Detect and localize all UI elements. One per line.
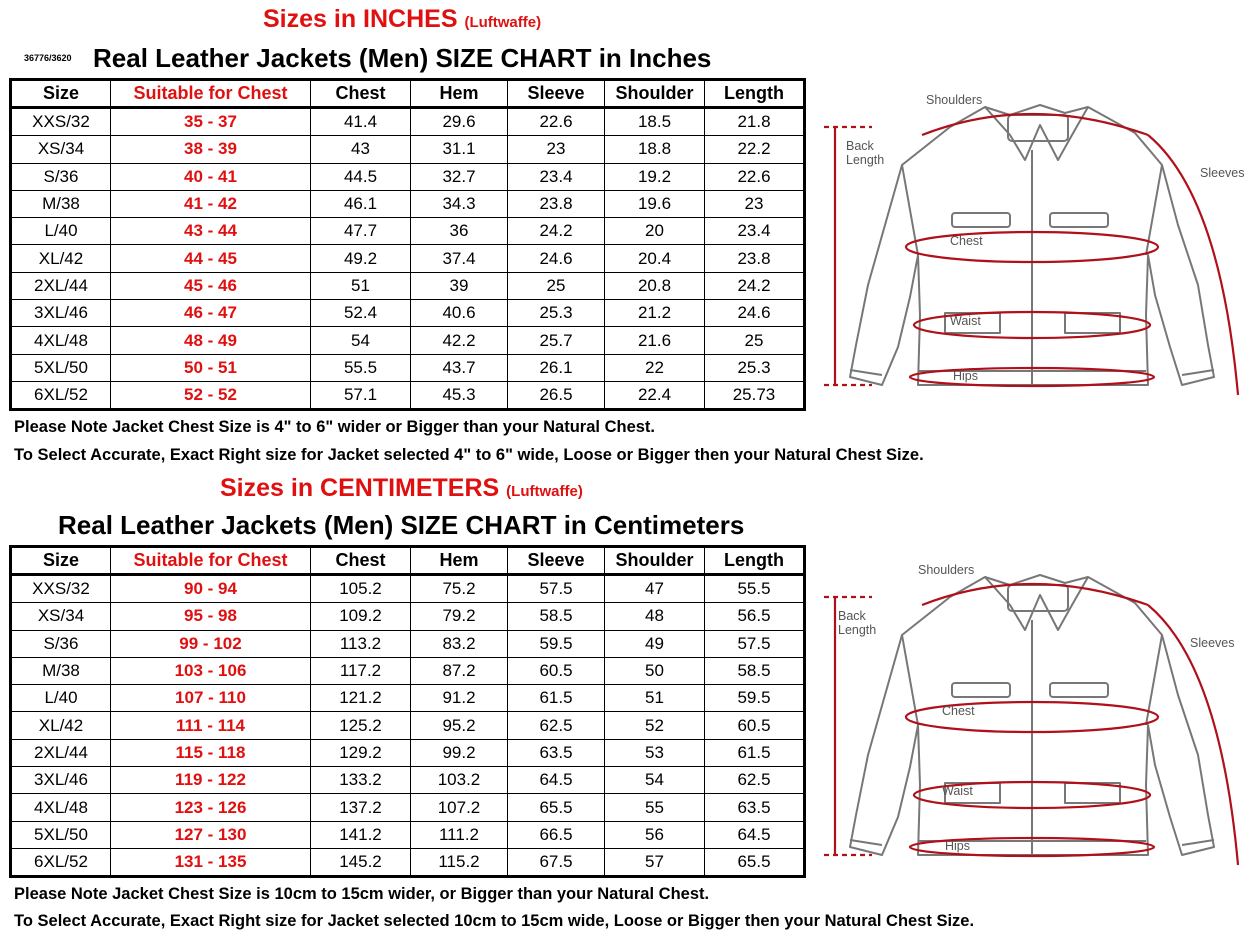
cell-suitable-chest: 99 - 102 <box>111 630 311 657</box>
cell-suitable-chest: 103 - 106 <box>111 657 311 684</box>
table-row <box>11 300 805 327</box>
header-suitable-chest: Suitable for Chest <box>111 547 311 575</box>
inches-title: Real Leather Jackets (Men) SIZE CHART in Inches <box>93 43 712 73</box>
label-shoulders: Shoulders <box>926 93 983 107</box>
cell-hem: 29.6 <box>411 108 508 136</box>
header-hem: Hem <box>411 80 508 108</box>
cell-shoulder: 19.6 <box>605 190 705 217</box>
cell-shoulder: 22.4 <box>605 381 705 409</box>
cell-chest: 54 <box>311 327 411 354</box>
cell-length: 24.6 <box>705 300 805 327</box>
cell-length: 25 <box>705 327 805 354</box>
cell-size: 3XL/46 <box>11 300 111 327</box>
cell-length: 22.2 <box>705 136 805 163</box>
label-sleeves: Sleeves <box>1200 166 1245 180</box>
cell-length: 60.5 <box>705 712 805 739</box>
cell-size: L/40 <box>11 218 111 245</box>
cell-suitable-chest: 111 - 114 <box>111 712 311 739</box>
cell-hem: 99.2 <box>411 739 508 766</box>
product-code: 36776/3620 <box>24 53 72 63</box>
cell-chest: 117.2 <box>311 657 411 684</box>
cell-length: 63.5 <box>705 794 805 821</box>
cell-sleeve: 66.5 <box>508 821 605 848</box>
cell-size: 6XL/52 <box>11 381 111 409</box>
cell-length: 23 <box>705 190 805 217</box>
cell-suitable-chest: 90 - 94 <box>111 575 311 603</box>
cell-sleeve: 24.2 <box>508 218 605 245</box>
label-waist: Waist <box>950 314 981 328</box>
cell-shoulder: 18.8 <box>605 136 705 163</box>
cell-length: 58.5 <box>705 657 805 684</box>
cell-shoulder: 20.8 <box>605 272 705 299</box>
cell-shoulder: 19.2 <box>605 163 705 190</box>
cell-shoulder: 21.6 <box>605 327 705 354</box>
cell-chest: 55.5 <box>311 354 411 381</box>
cell-chest: 105.2 <box>311 575 411 603</box>
cell-chest: 43 <box>311 136 411 163</box>
cell-shoulder: 22 <box>605 354 705 381</box>
cell-hem: 75.2 <box>411 575 508 603</box>
header-length: Length <box>705 547 805 575</box>
cell-shoulder: 20.4 <box>605 245 705 272</box>
cell-sleeve: 59.5 <box>508 630 605 657</box>
table-row <box>11 354 805 381</box>
cell-chest: 49.2 <box>311 245 411 272</box>
table-row <box>11 767 805 794</box>
cell-hem: 37.4 <box>411 245 508 272</box>
label-back: Back <box>846 139 874 153</box>
cell-chest: 125.2 <box>311 712 411 739</box>
cell-sleeve: 25.7 <box>508 327 605 354</box>
cell-hem: 31.1 <box>411 136 508 163</box>
cell-length: 25.73 <box>705 381 805 409</box>
cell-length: 24.2 <box>705 272 805 299</box>
cell-length: 61.5 <box>705 739 805 766</box>
cell-chest: 133.2 <box>311 767 411 794</box>
cell-hem: 107.2 <box>411 794 508 821</box>
cell-hem: 39 <box>411 272 508 299</box>
cell-shoulder: 55 <box>605 794 705 821</box>
cell-hem: 32.7 <box>411 163 508 190</box>
cell-size: 2XL/44 <box>11 739 111 766</box>
label-shoulders: Shoulders <box>918 563 975 577</box>
header-sleeve: Sleeve <box>508 80 605 108</box>
cell-size: XS/34 <box>11 136 111 163</box>
cell-sleeve: 26.5 <box>508 381 605 409</box>
table-row <box>11 190 805 217</box>
header-size: Size <box>11 547 111 575</box>
cell-sleeve: 62.5 <box>508 712 605 739</box>
inches-heading <box>263 7 541 32</box>
table-row <box>11 630 805 657</box>
cell-chest: 141.2 <box>311 821 411 848</box>
cell-suitable-chest: 52 - 52 <box>111 381 311 409</box>
cell-shoulder: 18.5 <box>605 108 705 136</box>
cell-hem: 40.6 <box>411 300 508 327</box>
header-shoulder: Shoulder <box>605 80 705 108</box>
cell-length: 23.8 <box>705 245 805 272</box>
table-row <box>11 575 805 603</box>
cell-suitable-chest: 41 - 42 <box>111 190 311 217</box>
table-row <box>11 848 805 876</box>
table-row <box>11 136 805 163</box>
cell-size: 5XL/50 <box>11 821 111 848</box>
cell-size: XL/42 <box>11 712 111 739</box>
jacket-diagram-cm <box>810 555 1255 875</box>
cell-suitable-chest: 35 - 37 <box>111 108 311 136</box>
label-chest: Chest <box>950 234 983 248</box>
table-row <box>11 327 805 354</box>
cell-size: XXS/32 <box>11 108 111 136</box>
table-row <box>11 603 805 630</box>
header-length: Length <box>705 80 805 108</box>
cell-shoulder: 50 <box>605 657 705 684</box>
cell-chest: 41.4 <box>311 108 411 136</box>
cell-suitable-chest: 40 - 41 <box>111 163 311 190</box>
cell-length: 62.5 <box>705 767 805 794</box>
cell-chest: 137.2 <box>311 794 411 821</box>
cell-sleeve: 23 <box>508 136 605 163</box>
header-shoulder: Shoulder <box>605 547 705 575</box>
header-suitable-chest: Suitable for Chest <box>111 80 311 108</box>
label-back: Back <box>838 609 866 623</box>
cell-hem: 83.2 <box>411 630 508 657</box>
cell-size: M/38 <box>11 657 111 684</box>
cell-length: 21.8 <box>705 108 805 136</box>
cell-size: XL/42 <box>11 245 111 272</box>
cell-hem: 87.2 <box>411 657 508 684</box>
cell-chest: 47.7 <box>311 218 411 245</box>
label-sleeves: Sleeves <box>1190 636 1235 650</box>
cm-title: Real Leather Jackets (Men) SIZE CHART in Centimeters <box>58 510 745 540</box>
cell-shoulder: 54 <box>605 767 705 794</box>
cell-hem: 42.2 <box>411 327 508 354</box>
cell-sleeve: 67.5 <box>508 848 605 876</box>
cell-length: 65.5 <box>705 848 805 876</box>
cell-shoulder: 53 <box>605 739 705 766</box>
cell-sleeve: 24.6 <box>508 245 605 272</box>
cell-size: 4XL/48 <box>11 794 111 821</box>
label-waist: Waist <box>942 784 973 798</box>
cell-size: S/36 <box>11 163 111 190</box>
cell-sleeve: 57.5 <box>508 575 605 603</box>
table-row <box>11 381 805 409</box>
table-row <box>11 821 805 848</box>
cell-size: S/36 <box>11 630 111 657</box>
cell-chest: 52.4 <box>311 300 411 327</box>
cell-sleeve: 26.1 <box>508 354 605 381</box>
cell-hem: 79.2 <box>411 603 508 630</box>
cell-shoulder: 47 <box>605 575 705 603</box>
header-sleeve: Sleeve <box>508 547 605 575</box>
cell-size: 2XL/44 <box>11 272 111 299</box>
cell-hem: 34.3 <box>411 190 508 217</box>
cell-size: L/40 <box>11 685 111 712</box>
cell-suitable-chest: 131 - 135 <box>111 848 311 876</box>
cell-hem: 111.2 <box>411 821 508 848</box>
inches-size-table <box>9 78 806 411</box>
table-row <box>11 794 805 821</box>
cm-heading-text: Sizes in CENTIMETERS <box>220 474 500 502</box>
cell-chest: 44.5 <box>311 163 411 190</box>
header-chest: Chest <box>311 80 411 108</box>
cell-suitable-chest: 95 - 98 <box>111 603 311 630</box>
table-header-row <box>11 547 805 575</box>
table-row <box>11 245 805 272</box>
cell-shoulder: 51 <box>605 685 705 712</box>
cell-suitable-chest: 46 - 47 <box>111 300 311 327</box>
cell-length: 59.5 <box>705 685 805 712</box>
cell-suitable-chest: 107 - 110 <box>111 685 311 712</box>
cm-size-table <box>9 545 806 878</box>
table-row <box>11 739 805 766</box>
label-chest: Chest <box>942 704 975 718</box>
cell-chest: 145.2 <box>311 848 411 876</box>
table-row <box>11 272 805 299</box>
cell-shoulder: 56 <box>605 821 705 848</box>
cell-suitable-chest: 38 - 39 <box>111 136 311 163</box>
label-length: Length <box>846 153 885 167</box>
inches-heading-note: (Luftwaffe) <box>464 14 542 31</box>
cell-hem: 115.2 <box>411 848 508 876</box>
cell-shoulder: 48 <box>605 603 705 630</box>
cell-sleeve: 22.6 <box>508 108 605 136</box>
cell-suitable-chest: 123 - 126 <box>111 794 311 821</box>
cell-sleeve: 60.5 <box>508 657 605 684</box>
cell-sleeve: 63.5 <box>508 739 605 766</box>
inches-note-2: To Select Accurate, Exact Right size for Jacket selected 4" to 6" wide, Loose or Bigger then your Natural Chest Size. <box>14 446 924 464</box>
cell-chest: 109.2 <box>311 603 411 630</box>
cell-sleeve: 61.5 <box>508 685 605 712</box>
cell-suitable-chest: 127 - 130 <box>111 821 311 848</box>
table-row <box>11 712 805 739</box>
cell-size: XS/34 <box>11 603 111 630</box>
cell-size: 4XL/48 <box>11 327 111 354</box>
table-row <box>11 108 805 136</box>
cell-length: 25.3 <box>705 354 805 381</box>
cell-sleeve: 65.5 <box>508 794 605 821</box>
cell-hem: 36 <box>411 218 508 245</box>
cell-hem: 103.2 <box>411 767 508 794</box>
cell-length: 55.5 <box>705 575 805 603</box>
cell-shoulder: 21.2 <box>605 300 705 327</box>
cell-suitable-chest: 44 - 45 <box>111 245 311 272</box>
cell-sleeve: 25 <box>508 272 605 299</box>
label-hips: Hips <box>953 369 979 383</box>
cell-hem: 91.2 <box>411 685 508 712</box>
cell-sleeve: 23.4 <box>508 163 605 190</box>
label-length: Length <box>838 623 877 637</box>
cell-length: 57.5 <box>705 630 805 657</box>
cell-suitable-chest: 119 - 122 <box>111 767 311 794</box>
table-row <box>11 218 805 245</box>
cell-suitable-chest: 48 - 49 <box>111 327 311 354</box>
cm-note-2: To Select Accurate, Exact Right size for Jacket selected 10cm to 15cm wide, Loose or Bigger then your Natural Chest Size. <box>14 912 975 930</box>
cell-chest: 113.2 <box>311 630 411 657</box>
cell-shoulder: 20 <box>605 218 705 245</box>
cell-size: M/38 <box>11 190 111 217</box>
cell-chest: 57.1 <box>311 381 411 409</box>
cell-sleeve: 64.5 <box>508 767 605 794</box>
header-size: Size <box>11 80 111 108</box>
cell-length: 22.6 <box>705 163 805 190</box>
cell-hem: 43.7 <box>411 354 508 381</box>
cell-size: 6XL/52 <box>11 848 111 876</box>
header-hem: Hem <box>411 547 508 575</box>
cell-sleeve: 58.5 <box>508 603 605 630</box>
table-row <box>11 657 805 684</box>
cell-suitable-chest: 45 - 46 <box>111 272 311 299</box>
cell-sleeve: 25.3 <box>508 300 605 327</box>
cell-suitable-chest: 43 - 44 <box>111 218 311 245</box>
cell-hem: 45.3 <box>411 381 508 409</box>
cm-heading-note: (Luftwaffe) <box>506 483 583 500</box>
cell-suitable-chest: 50 - 51 <box>111 354 311 381</box>
cell-size: XXS/32 <box>11 575 111 603</box>
inches-note-1: Please Note Jacket Chest Size is 4" to 6" wider or Bigger than your Natural Chest. <box>14 418 656 436</box>
cm-note-1: Please Note Jacket Chest Size is 10cm to 15cm wider, or Bigger than your Natural Chest. <box>14 885 710 903</box>
cell-shoulder: 57 <box>605 848 705 876</box>
table-header-row <box>11 80 805 108</box>
inches-heading-text: Sizes in INCHES <box>263 5 458 33</box>
cell-shoulder: 52 <box>605 712 705 739</box>
cm-heading <box>220 476 583 501</box>
cell-length: 56.5 <box>705 603 805 630</box>
cell-size: 3XL/46 <box>11 767 111 794</box>
cell-sleeve: 23.8 <box>508 190 605 217</box>
jacket-diagram-inches <box>810 85 1255 405</box>
table-row <box>11 685 805 712</box>
cell-suitable-chest: 115 - 118 <box>111 739 311 766</box>
cell-size: 5XL/50 <box>11 354 111 381</box>
cell-chest: 51 <box>311 272 411 299</box>
cell-chest: 46.1 <box>311 190 411 217</box>
table-row <box>11 163 805 190</box>
cell-chest: 129.2 <box>311 739 411 766</box>
cell-chest: 121.2 <box>311 685 411 712</box>
header-chest: Chest <box>311 547 411 575</box>
cell-hem: 95.2 <box>411 712 508 739</box>
cell-length: 23.4 <box>705 218 805 245</box>
cell-shoulder: 49 <box>605 630 705 657</box>
label-hips: Hips <box>945 839 971 853</box>
cell-length: 64.5 <box>705 821 805 848</box>
